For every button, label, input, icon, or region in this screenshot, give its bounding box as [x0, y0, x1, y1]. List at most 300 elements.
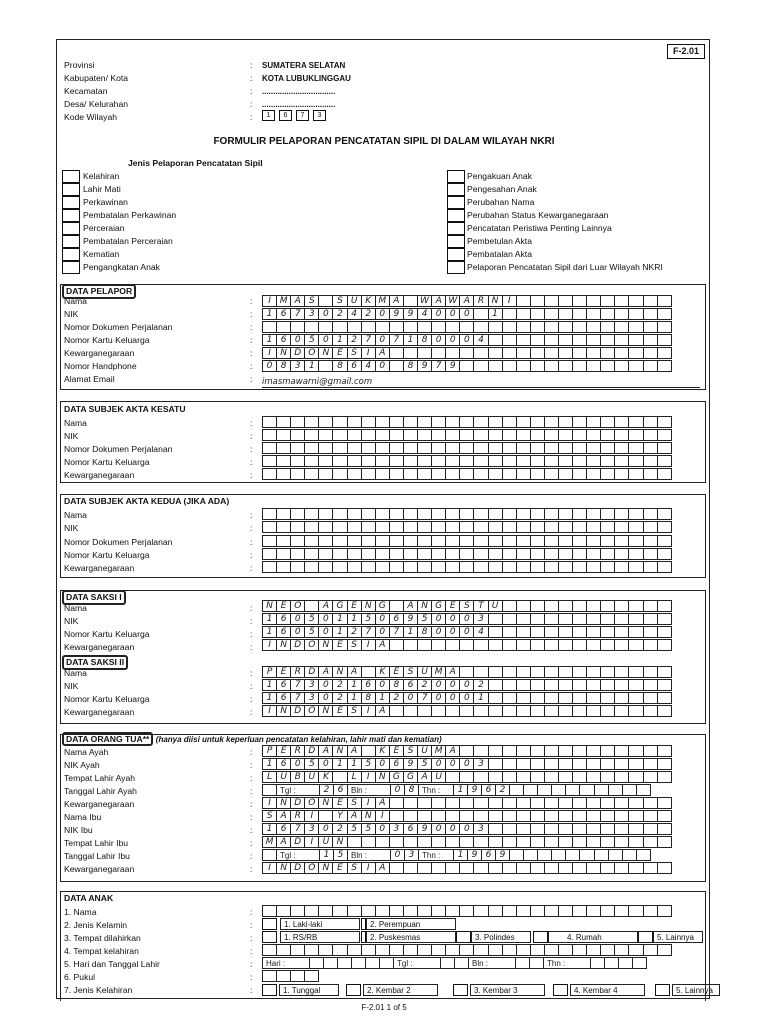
char-cell[interactable]: 2: [473, 679, 488, 691]
char-cell[interactable]: [628, 944, 643, 956]
char-cell[interactable]: [361, 416, 376, 428]
char-cell[interactable]: [600, 468, 615, 480]
char-cell[interactable]: [361, 455, 376, 467]
char-cell[interactable]: 6: [276, 308, 291, 320]
char-cell[interactable]: [614, 561, 629, 573]
char-grid[interactable]: [262, 416, 672, 428]
char-cell[interactable]: [600, 535, 615, 547]
char-cell[interactable]: 0: [318, 334, 333, 346]
char-cell[interactable]: E: [332, 862, 347, 874]
char-cell[interactable]: [600, 771, 615, 783]
char-cell[interactable]: [608, 784, 623, 796]
char-cell[interactable]: [516, 823, 531, 835]
char-cell[interactable]: [544, 360, 559, 372]
date-cell[interactable]: 1: [453, 849, 468, 861]
char-cell[interactable]: [544, 321, 559, 333]
char-cell[interactable]: [361, 508, 376, 520]
char-cell[interactable]: [565, 784, 580, 796]
char-cell[interactable]: [290, 442, 305, 454]
char-cell[interactable]: [332, 535, 347, 547]
char-cell[interactable]: [600, 521, 615, 533]
char-cell[interactable]: [614, 626, 629, 638]
char-cell[interactable]: [375, 535, 390, 547]
char-cell[interactable]: [657, 823, 672, 835]
char-cell[interactable]: [332, 468, 347, 480]
char-grid[interactable]: [262, 810, 672, 822]
char-cell[interactable]: [304, 548, 319, 560]
date-cell[interactable]: 0: [390, 784, 405, 796]
char-cell[interactable]: [600, 666, 615, 678]
char-cell[interactable]: [586, 521, 601, 533]
char-cell[interactable]: [502, 508, 517, 520]
char-cell[interactable]: [565, 849, 580, 861]
date-cell[interactable]: 3: [404, 849, 419, 861]
char-cell[interactable]: [290, 416, 305, 428]
char-cell[interactable]: O: [304, 347, 319, 359]
char-cell[interactable]: 0: [290, 334, 305, 346]
char-cell[interactable]: 3: [473, 823, 488, 835]
char-cell[interactable]: [389, 600, 404, 612]
char-cell[interactable]: [445, 321, 460, 333]
char-cell[interactable]: [657, 613, 672, 625]
char-cell[interactable]: L: [347, 771, 362, 783]
char-cell[interactable]: [600, 692, 615, 704]
char-cell[interactable]: [459, 745, 474, 757]
char-cell[interactable]: S: [347, 639, 362, 651]
char-cell[interactable]: [403, 295, 418, 307]
char-cell[interactable]: [572, 308, 587, 320]
char-cell[interactable]: [502, 600, 517, 612]
char-cell[interactable]: [403, 561, 418, 573]
date-cell[interactable]: Hari :: [262, 957, 310, 969]
char-cell[interactable]: [347, 429, 362, 441]
char-cell[interactable]: [459, 429, 474, 441]
char-cell[interactable]: [530, 862, 545, 874]
char-cell[interactable]: [262, 321, 277, 333]
char-cell[interactable]: [643, 535, 658, 547]
char-cell[interactable]: [600, 613, 615, 625]
char-cell[interactable]: N: [276, 797, 291, 809]
char-cell[interactable]: [600, 810, 615, 822]
char-cell[interactable]: [347, 416, 362, 428]
char-cell[interactable]: [586, 679, 601, 691]
char-cell[interactable]: [431, 862, 446, 874]
option-checkbox[interactable]: [533, 931, 548, 943]
char-cell[interactable]: [586, 745, 601, 757]
char-cell[interactable]: [572, 508, 587, 520]
char-cell[interactable]: [586, 416, 601, 428]
char-cell[interactable]: N: [262, 600, 277, 612]
char-cell[interactable]: [558, 442, 573, 454]
char-cell[interactable]: N: [375, 771, 390, 783]
char-cell[interactable]: [502, 823, 517, 835]
char-cell[interactable]: N: [318, 705, 333, 717]
char-cell[interactable]: D: [290, 836, 305, 848]
date-cell[interactable]: Thn :: [543, 957, 591, 969]
char-cell[interactable]: 1: [262, 626, 277, 638]
char-grid[interactable]: [262, 905, 672, 917]
char-cell[interactable]: U: [276, 771, 291, 783]
char-grid[interactable]: [262, 944, 672, 956]
char-cell[interactable]: W: [417, 295, 432, 307]
date-cell[interactable]: 6: [333, 784, 348, 796]
char-cell[interactable]: [586, 905, 601, 917]
char-cell[interactable]: [544, 295, 559, 307]
char-cell[interactable]: [530, 797, 545, 809]
char-cell[interactable]: [600, 626, 615, 638]
date-cell[interactable]: [515, 957, 530, 969]
date-cell[interactable]: 0: [390, 849, 405, 861]
char-cell[interactable]: [558, 666, 573, 678]
char-cell[interactable]: 6: [276, 758, 291, 770]
char-cell[interactable]: [628, 308, 643, 320]
char-cell[interactable]: [459, 862, 474, 874]
char-cell[interactable]: [572, 295, 587, 307]
char-cell[interactable]: [516, 442, 531, 454]
char-cell[interactable]: [614, 455, 629, 467]
char-cell[interactable]: 4: [473, 626, 488, 638]
char-cell[interactable]: [600, 745, 615, 757]
char-cell[interactable]: [558, 468, 573, 480]
char-cell[interactable]: [262, 535, 277, 547]
char-cell[interactable]: 8: [417, 334, 432, 346]
char-cell[interactable]: [572, 521, 587, 533]
char-cell[interactable]: [516, 797, 531, 809]
char-cell[interactable]: [502, 905, 517, 917]
char-cell[interactable]: [417, 347, 432, 359]
char-cell[interactable]: [586, 810, 601, 822]
char-cell[interactable]: [643, 679, 658, 691]
char-cell[interactable]: 0: [431, 626, 446, 638]
char-cell[interactable]: [488, 639, 503, 651]
char-cell[interactable]: [403, 810, 418, 822]
char-cell[interactable]: [473, 862, 488, 874]
char-cell[interactable]: [643, 334, 658, 346]
char-cell[interactable]: 1: [262, 679, 277, 691]
char-cell[interactable]: 8: [276, 360, 291, 372]
char-cell[interactable]: A: [389, 295, 404, 307]
date-cell[interactable]: [309, 957, 324, 969]
char-cell[interactable]: [417, 416, 432, 428]
char-cell[interactable]: [600, 334, 615, 346]
char-cell[interactable]: [417, 705, 432, 717]
char-cell[interactable]: [347, 905, 362, 917]
char-cell[interactable]: M: [431, 666, 446, 678]
char-cell[interactable]: [389, 416, 404, 428]
char-cell[interactable]: [290, 905, 305, 917]
char-cell[interactable]: [502, 639, 517, 651]
char-cell[interactable]: [276, 468, 291, 480]
char-cell[interactable]: [262, 442, 277, 454]
char-cell[interactable]: 0: [445, 613, 460, 625]
char-cell[interactable]: [417, 442, 432, 454]
char-cell[interactable]: 0: [318, 308, 333, 320]
char-cell[interactable]: [417, 455, 432, 467]
date-cell[interactable]: Tgl :: [393, 957, 441, 969]
char-cell[interactable]: [459, 905, 474, 917]
char-cell[interactable]: [318, 468, 333, 480]
char-cell[interactable]: [643, 455, 658, 467]
char-cell[interactable]: [530, 771, 545, 783]
char-cell[interactable]: [657, 666, 672, 678]
char-cell[interactable]: 0: [459, 334, 474, 346]
char-cell[interactable]: 0: [318, 679, 333, 691]
jenis-checkbox[interactable]: [62, 183, 80, 196]
char-cell[interactable]: [516, 521, 531, 533]
char-cell[interactable]: D: [290, 797, 305, 809]
char-cell[interactable]: [657, 797, 672, 809]
char-cell[interactable]: [558, 321, 573, 333]
char-cell[interactable]: E: [276, 745, 291, 757]
char-cell[interactable]: [643, 442, 658, 454]
date-cell[interactable]: [337, 957, 352, 969]
char-cell[interactable]: [262, 905, 277, 917]
char-cell[interactable]: [389, 521, 404, 533]
char-cell[interactable]: 6: [276, 626, 291, 638]
char-cell[interactable]: O: [304, 705, 319, 717]
char-cell[interactable]: [657, 944, 672, 956]
char-grid[interactable]: [262, 758, 672, 770]
char-cell[interactable]: [572, 666, 587, 678]
char-cell[interactable]: [586, 705, 601, 717]
char-cell[interactable]: [657, 561, 672, 573]
char-cell[interactable]: [318, 508, 333, 520]
char-cell[interactable]: [473, 745, 488, 757]
char-cell[interactable]: [572, 810, 587, 822]
char-cell[interactable]: 5: [361, 823, 376, 835]
char-cell[interactable]: [431, 561, 446, 573]
char-cell[interactable]: [586, 429, 601, 441]
option-checkbox[interactable]: [346, 984, 361, 996]
char-cell[interactable]: 0: [431, 308, 446, 320]
char-cell[interactable]: [361, 836, 376, 848]
jenis-checkbox[interactable]: [62, 209, 80, 222]
char-cell[interactable]: [643, 823, 658, 835]
char-cell[interactable]: [488, 666, 503, 678]
char-cell[interactable]: [488, 862, 503, 874]
char-cell[interactable]: E: [389, 666, 404, 678]
char-cell[interactable]: [586, 862, 601, 874]
char-cell[interactable]: A: [318, 745, 333, 757]
char-cell[interactable]: [502, 521, 517, 533]
char-cell[interactable]: 3: [304, 308, 319, 320]
char-cell[interactable]: [643, 639, 658, 651]
char-cell[interactable]: [502, 535, 517, 547]
char-cell[interactable]: [318, 416, 333, 428]
char-cell[interactable]: [572, 548, 587, 560]
char-cell[interactable]: 3: [473, 758, 488, 770]
char-cell[interactable]: [332, 561, 347, 573]
char-cell[interactable]: [516, 810, 531, 822]
char-cell[interactable]: A: [318, 666, 333, 678]
char-cell[interactable]: M: [276, 295, 291, 307]
char-cell[interactable]: [459, 416, 474, 428]
char-cell[interactable]: [586, 561, 601, 573]
char-cell[interactable]: [614, 745, 629, 757]
char-cell[interactable]: [572, 455, 587, 467]
char-cell[interactable]: [403, 416, 418, 428]
char-cell[interactable]: S: [347, 705, 362, 717]
char-cell[interactable]: N: [332, 666, 347, 678]
char-grid[interactable]: [262, 862, 672, 874]
char-cell[interactable]: [530, 905, 545, 917]
char-cell[interactable]: U: [304, 771, 319, 783]
char-cell[interactable]: [657, 758, 672, 770]
char-cell[interactable]: [459, 666, 474, 678]
char-cell[interactable]: [530, 705, 545, 717]
char-cell[interactable]: 0: [318, 758, 333, 770]
char-cell[interactable]: [304, 429, 319, 441]
char-cell[interactable]: 1: [347, 613, 362, 625]
char-cell[interactable]: [544, 745, 559, 757]
char-cell[interactable]: [290, 561, 305, 573]
char-cell[interactable]: [276, 970, 291, 982]
char-cell[interactable]: [445, 347, 460, 359]
char-cell[interactable]: [643, 905, 658, 917]
char-cell[interactable]: [558, 308, 573, 320]
char-cell[interactable]: Y: [332, 810, 347, 822]
char-cell[interactable]: [516, 548, 531, 560]
char-cell[interactable]: [600, 508, 615, 520]
option-checkbox[interactable]: [262, 984, 277, 996]
char-cell[interactable]: [558, 758, 573, 770]
char-cell[interactable]: [558, 626, 573, 638]
char-grid[interactable]: [262, 613, 672, 625]
char-cell[interactable]: [290, 429, 305, 441]
char-cell[interactable]: [572, 905, 587, 917]
char-cell[interactable]: [572, 944, 587, 956]
char-cell[interactable]: [614, 321, 629, 333]
char-cell[interactable]: [572, 321, 587, 333]
char-cell[interactable]: A: [290, 295, 305, 307]
jenis-checkbox[interactable]: [447, 196, 465, 209]
char-cell[interactable]: 0: [459, 613, 474, 625]
char-cell[interactable]: [347, 561, 362, 573]
char-cell[interactable]: A: [347, 810, 362, 822]
char-cell[interactable]: 9: [417, 823, 432, 835]
char-cell[interactable]: 9: [403, 308, 418, 320]
char-cell[interactable]: I: [262, 347, 277, 359]
char-cell[interactable]: 0: [318, 613, 333, 625]
char-cell[interactable]: 1: [262, 613, 277, 625]
char-cell[interactable]: [459, 360, 474, 372]
char-cell[interactable]: [643, 321, 658, 333]
jenis-checkbox[interactable]: [62, 248, 80, 261]
char-cell[interactable]: 0: [431, 613, 446, 625]
char-cell[interactable]: [572, 360, 587, 372]
date-cell[interactable]: [604, 957, 619, 969]
char-cell[interactable]: [628, 429, 643, 441]
date-cell[interactable]: [323, 957, 338, 969]
char-cell[interactable]: K: [318, 771, 333, 783]
char-cell[interactable]: [586, 295, 601, 307]
char-cell[interactable]: 8: [389, 679, 404, 691]
char-cell[interactable]: [600, 295, 615, 307]
char-cell[interactable]: [558, 810, 573, 822]
char-cell[interactable]: [262, 429, 277, 441]
date-cell[interactable]: 8: [404, 784, 419, 796]
char-grid[interactable]: [262, 626, 672, 638]
char-cell[interactable]: [530, 692, 545, 704]
char-cell[interactable]: 0: [459, 692, 474, 704]
char-cell[interactable]: [488, 692, 503, 704]
char-cell[interactable]: N: [318, 797, 333, 809]
char-cell[interactable]: [657, 360, 672, 372]
jenis-checkbox[interactable]: [447, 170, 465, 183]
char-cell[interactable]: [600, 416, 615, 428]
char-cell[interactable]: [643, 416, 658, 428]
char-cell[interactable]: 9: [403, 613, 418, 625]
char-cell[interactable]: [614, 521, 629, 533]
char-cell[interactable]: [657, 626, 672, 638]
char-cell[interactable]: [488, 334, 503, 346]
char-cell[interactable]: [262, 468, 277, 480]
char-cell[interactable]: [614, 771, 629, 783]
char-cell[interactable]: [558, 535, 573, 547]
char-cell[interactable]: [558, 836, 573, 848]
date-grid[interactable]: [262, 849, 651, 861]
char-cell[interactable]: [375, 944, 390, 956]
char-cell[interactable]: 0: [445, 823, 460, 835]
char-cell[interactable]: [488, 626, 503, 638]
char-cell[interactable]: [459, 836, 474, 848]
char-cell[interactable]: [544, 679, 559, 691]
char-cell[interactable]: [572, 626, 587, 638]
char-cell[interactable]: [657, 508, 672, 520]
char-cell[interactable]: 1: [262, 308, 277, 320]
char-cell[interactable]: [473, 468, 488, 480]
char-cell[interactable]: [361, 468, 376, 480]
char-grid[interactable]: [262, 561, 672, 573]
char-cell[interactable]: [318, 360, 333, 372]
char-cell[interactable]: [473, 944, 488, 956]
char-cell[interactable]: [375, 836, 390, 848]
char-cell[interactable]: [572, 639, 587, 651]
char-cell[interactable]: [614, 823, 629, 835]
char-cell[interactable]: [445, 561, 460, 573]
char-cell[interactable]: [318, 810, 333, 822]
char-cell[interactable]: [375, 508, 390, 520]
char-cell[interactable]: D: [290, 347, 305, 359]
char-cell[interactable]: [544, 666, 559, 678]
char-cell[interactable]: A: [347, 745, 362, 757]
char-cell[interactable]: 2: [389, 692, 404, 704]
header-value[interactable]: SUMATERA SELATAN: [262, 61, 346, 70]
char-cell[interactable]: [459, 771, 474, 783]
char-cell[interactable]: [643, 561, 658, 573]
char-cell[interactable]: [403, 548, 418, 560]
date-cell[interactable]: 9: [495, 849, 510, 861]
char-cell[interactable]: [586, 944, 601, 956]
char-cell[interactable]: [544, 416, 559, 428]
char-cell[interactable]: A: [403, 600, 418, 612]
char-cell[interactable]: [614, 535, 629, 547]
char-cell[interactable]: U: [417, 666, 432, 678]
char-cell[interactable]: 0: [459, 308, 474, 320]
char-cell[interactable]: 0: [459, 679, 474, 691]
date-cell[interactable]: 9: [467, 849, 482, 861]
char-cell[interactable]: [276, 416, 291, 428]
char-cell[interactable]: [276, 561, 291, 573]
char-cell[interactable]: A: [375, 862, 390, 874]
char-cell[interactable]: R: [290, 810, 305, 822]
char-cell[interactable]: 9: [389, 308, 404, 320]
char-cell[interactable]: [586, 758, 601, 770]
char-cell[interactable]: [657, 548, 672, 560]
char-cell[interactable]: A: [375, 797, 390, 809]
char-cell[interactable]: [389, 360, 404, 372]
char-cell[interactable]: [614, 639, 629, 651]
